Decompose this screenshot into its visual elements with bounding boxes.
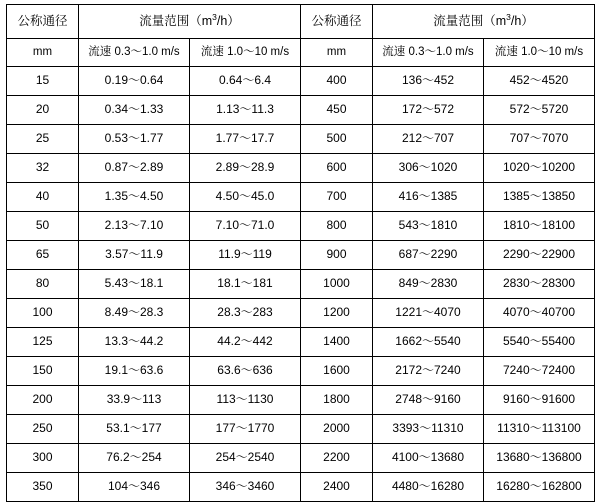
cell-nominal-diameter-left: 125: [7, 328, 79, 357]
cell-flow-range-right-high: 1020～10200: [484, 154, 595, 183]
cell-flow-range-left-high: 177～1770: [190, 415, 301, 444]
cell-flow-range-right-high: 572～5720: [484, 96, 595, 125]
table-row: [7, 125, 595, 154]
header-left-nominal-diameter: 公称通径: [7, 5, 79, 39]
header-right-flow-range-tail: /h）: [510, 13, 534, 28]
cell-flow-range-left-high: 11.9～119: [190, 241, 301, 270]
table-row: [7, 183, 595, 212]
cell-flow-range-right-low: 687～2290: [373, 241, 484, 270]
cell-nominal-diameter-left: 80: [7, 270, 79, 299]
cell-nominal-diameter-left: 25: [7, 125, 79, 154]
cell-flow-range-right-low: 849～2830: [373, 270, 484, 299]
cell-flow-range-right-low: 416～1385: [373, 183, 484, 212]
cell-nominal-diameter-left: 300: [7, 444, 79, 473]
cell-flow-range-left-low: 1.35～4.50: [79, 183, 190, 212]
cell-flow-range-left-high: 346～3460: [190, 473, 301, 502]
cell-flow-range-right-high: 7240～72400: [484, 357, 595, 386]
subheader-left-unit: mm: [7, 39, 79, 67]
cell-nominal-diameter-right: 1600: [301, 357, 373, 386]
cell-flow-range-right-low: 306～1020: [373, 154, 484, 183]
header-left-flow-range-text: 流量范围（m: [139, 13, 213, 28]
cell-flow-range-right-high: 5540～55400: [484, 328, 595, 357]
cell-flow-range-left-low: 33.9～113: [79, 386, 190, 415]
cell-nominal-diameter-left: 65: [7, 241, 79, 270]
subheader-right-velocity-low: 流速 0.3～1.0 m/s: [373, 39, 484, 67]
cell-flow-range-left-low: 8.49～28.3: [79, 299, 190, 328]
cell-flow-range-right-high: 1810～18100: [484, 212, 595, 241]
header-right-flow-range: [373, 5, 595, 39]
cell-flow-range-left-low: 2.13～7.10: [79, 212, 190, 241]
cell-flow-range-right-low: 136～452: [373, 67, 484, 96]
cell-nominal-diameter-right: 400: [301, 67, 373, 96]
table-row: [7, 67, 595, 96]
cell-flow-range-right-high: 707～7070: [484, 125, 595, 154]
cell-nominal-diameter-right: 700: [301, 183, 373, 212]
cell-flow-range-left-high: 18.1～181: [190, 270, 301, 299]
cell-nominal-diameter-right: 2000: [301, 415, 373, 444]
cell-flow-range-left-high: 254～2540: [190, 444, 301, 473]
cell-flow-range-right-low: 3393～11310: [373, 415, 484, 444]
cell-nominal-diameter-left: 250: [7, 415, 79, 444]
cell-nominal-diameter-right: 800: [301, 212, 373, 241]
cell-flow-range-right-high: 2290～22900: [484, 241, 595, 270]
cell-nominal-diameter-left: 350: [7, 473, 79, 502]
cell-flow-range-right-high: 9160～91600: [484, 386, 595, 415]
header-right-flow-range-exponent: 3: [506, 11, 511, 22]
table-row: [7, 270, 595, 299]
cell-nominal-diameter-left: 40: [7, 183, 79, 212]
cell-flow-range-left-low: 0.87～2.89: [79, 154, 190, 183]
cell-nominal-diameter-right: 500: [301, 125, 373, 154]
cell-nominal-diameter-left: 150: [7, 357, 79, 386]
cell-flow-range-right-low: 212～707: [373, 125, 484, 154]
cell-flow-range-right-high: 2830～28300: [484, 270, 595, 299]
cell-nominal-diameter-right: 900: [301, 241, 373, 270]
cell-flow-range-right-low: 1662～5540: [373, 328, 484, 357]
header-right-nominal-diameter: 公称通径: [301, 5, 373, 39]
table-row: [7, 241, 595, 270]
cell-nominal-diameter-right: 1000: [301, 270, 373, 299]
cell-flow-range-right-low: 543～1810: [373, 212, 484, 241]
cell-nominal-diameter-right: 600: [301, 154, 373, 183]
subheader-right-unit: mm: [301, 39, 373, 67]
cell-nominal-diameter-right: 2200: [301, 444, 373, 473]
table-row: [7, 328, 595, 357]
cell-flow-range-left-high: 4.50～45.0: [190, 183, 301, 212]
table-body: [7, 67, 595, 502]
cell-flow-range-right-low: 4100～13680: [373, 444, 484, 473]
table-row: [7, 96, 595, 125]
cell-flow-range-right-high: 16280～162800: [484, 473, 595, 502]
cell-nominal-diameter-right: 450: [301, 96, 373, 125]
table-row: [7, 386, 595, 415]
cell-nominal-diameter-left: 100: [7, 299, 79, 328]
subheader-right-velocity-high: 流速 1.0～10 m/s: [484, 39, 595, 67]
cell-flow-range-left-low: 3.57～11.9: [79, 241, 190, 270]
cell-flow-range-left-low: 53.1～177: [79, 415, 190, 444]
cell-nominal-diameter-left: 15: [7, 67, 79, 96]
cell-flow-range-left-low: 19.1～63.6: [79, 357, 190, 386]
cell-flow-range-right-low: 2748～9160: [373, 386, 484, 415]
cell-flow-range-right-high: 11310～113100: [484, 415, 595, 444]
cell-flow-range-left-high: 63.6～636: [190, 357, 301, 386]
cell-nominal-diameter-left: 20: [7, 96, 79, 125]
cell-flow-range-left-high: 44.2～442: [190, 328, 301, 357]
cell-flow-range-right-high: 1385～13850: [484, 183, 595, 212]
cell-flow-range-left-high: 0.64～6.4: [190, 67, 301, 96]
cell-nominal-diameter-left: 200: [7, 386, 79, 415]
subheader-left-velocity-high: 流速 1.0～10 m/s: [190, 39, 301, 67]
cell-flow-range-left-high: 7.10～71.0: [190, 212, 301, 241]
cell-nominal-diameter-left: 32: [7, 154, 79, 183]
subheader-left-velocity-low: 流速 0.3～1.0 m/s: [79, 39, 190, 67]
table-row: [7, 357, 595, 386]
cell-flow-range-right-high: 4070～40700: [484, 299, 595, 328]
table-row: [7, 154, 595, 183]
cell-nominal-diameter-right: 1200: [301, 299, 373, 328]
cell-flow-range-right-high: 452～4520: [484, 67, 595, 96]
cell-flow-range-left-low: 104～346: [79, 473, 190, 502]
cell-flow-range-left-low: 76.2～254: [79, 444, 190, 473]
cell-flow-range-left-high: 1.77～17.7: [190, 125, 301, 154]
cell-flow-range-left-low: 0.53～1.77: [79, 125, 190, 154]
table-row: [7, 299, 595, 328]
cell-nominal-diameter-right: 2400: [301, 473, 373, 502]
header-right-flow-range-text: 流量范围（m: [433, 13, 507, 28]
cell-flow-range-right-high: 13680～136800: [484, 444, 595, 473]
cell-flow-range-left-high: 28.3～283: [190, 299, 301, 328]
cell-flow-range-right-low: 172～572: [373, 96, 484, 125]
cell-flow-range-left-low: 0.34～1.33: [79, 96, 190, 125]
cell-nominal-diameter-left: 50: [7, 212, 79, 241]
flow-range-table: [6, 4, 595, 502]
table-row: [7, 473, 595, 502]
cell-flow-range-right-low: 4480～16280: [373, 473, 484, 502]
cell-nominal-diameter-right: 1800: [301, 386, 373, 415]
header-left-flow-range-tail: /h）: [216, 13, 240, 28]
table-row: [7, 212, 595, 241]
header-left-flow-range-exponent: 3: [212, 11, 217, 22]
table-row: [7, 444, 595, 473]
cell-flow-range-left-low: 5.43～18.1: [79, 270, 190, 299]
table-header-row-sub: [7, 39, 595, 67]
cell-flow-range-right-low: 2172～7240: [373, 357, 484, 386]
cell-flow-range-left-low: 13.3～44.2: [79, 328, 190, 357]
header-left-flow-range: [79, 5, 301, 39]
cell-flow-range-left-low: 0.19～0.64: [79, 67, 190, 96]
cell-nominal-diameter-right: 1400: [301, 328, 373, 357]
table-header-row-main: [7, 5, 595, 39]
table-row: [7, 415, 595, 444]
cell-flow-range-left-high: 1.13～11.3: [190, 96, 301, 125]
cell-flow-range-left-high: 113～1130: [190, 386, 301, 415]
cell-flow-range-right-low: 1221～4070: [373, 299, 484, 328]
cell-flow-range-left-high: 2.89～28.9: [190, 154, 301, 183]
